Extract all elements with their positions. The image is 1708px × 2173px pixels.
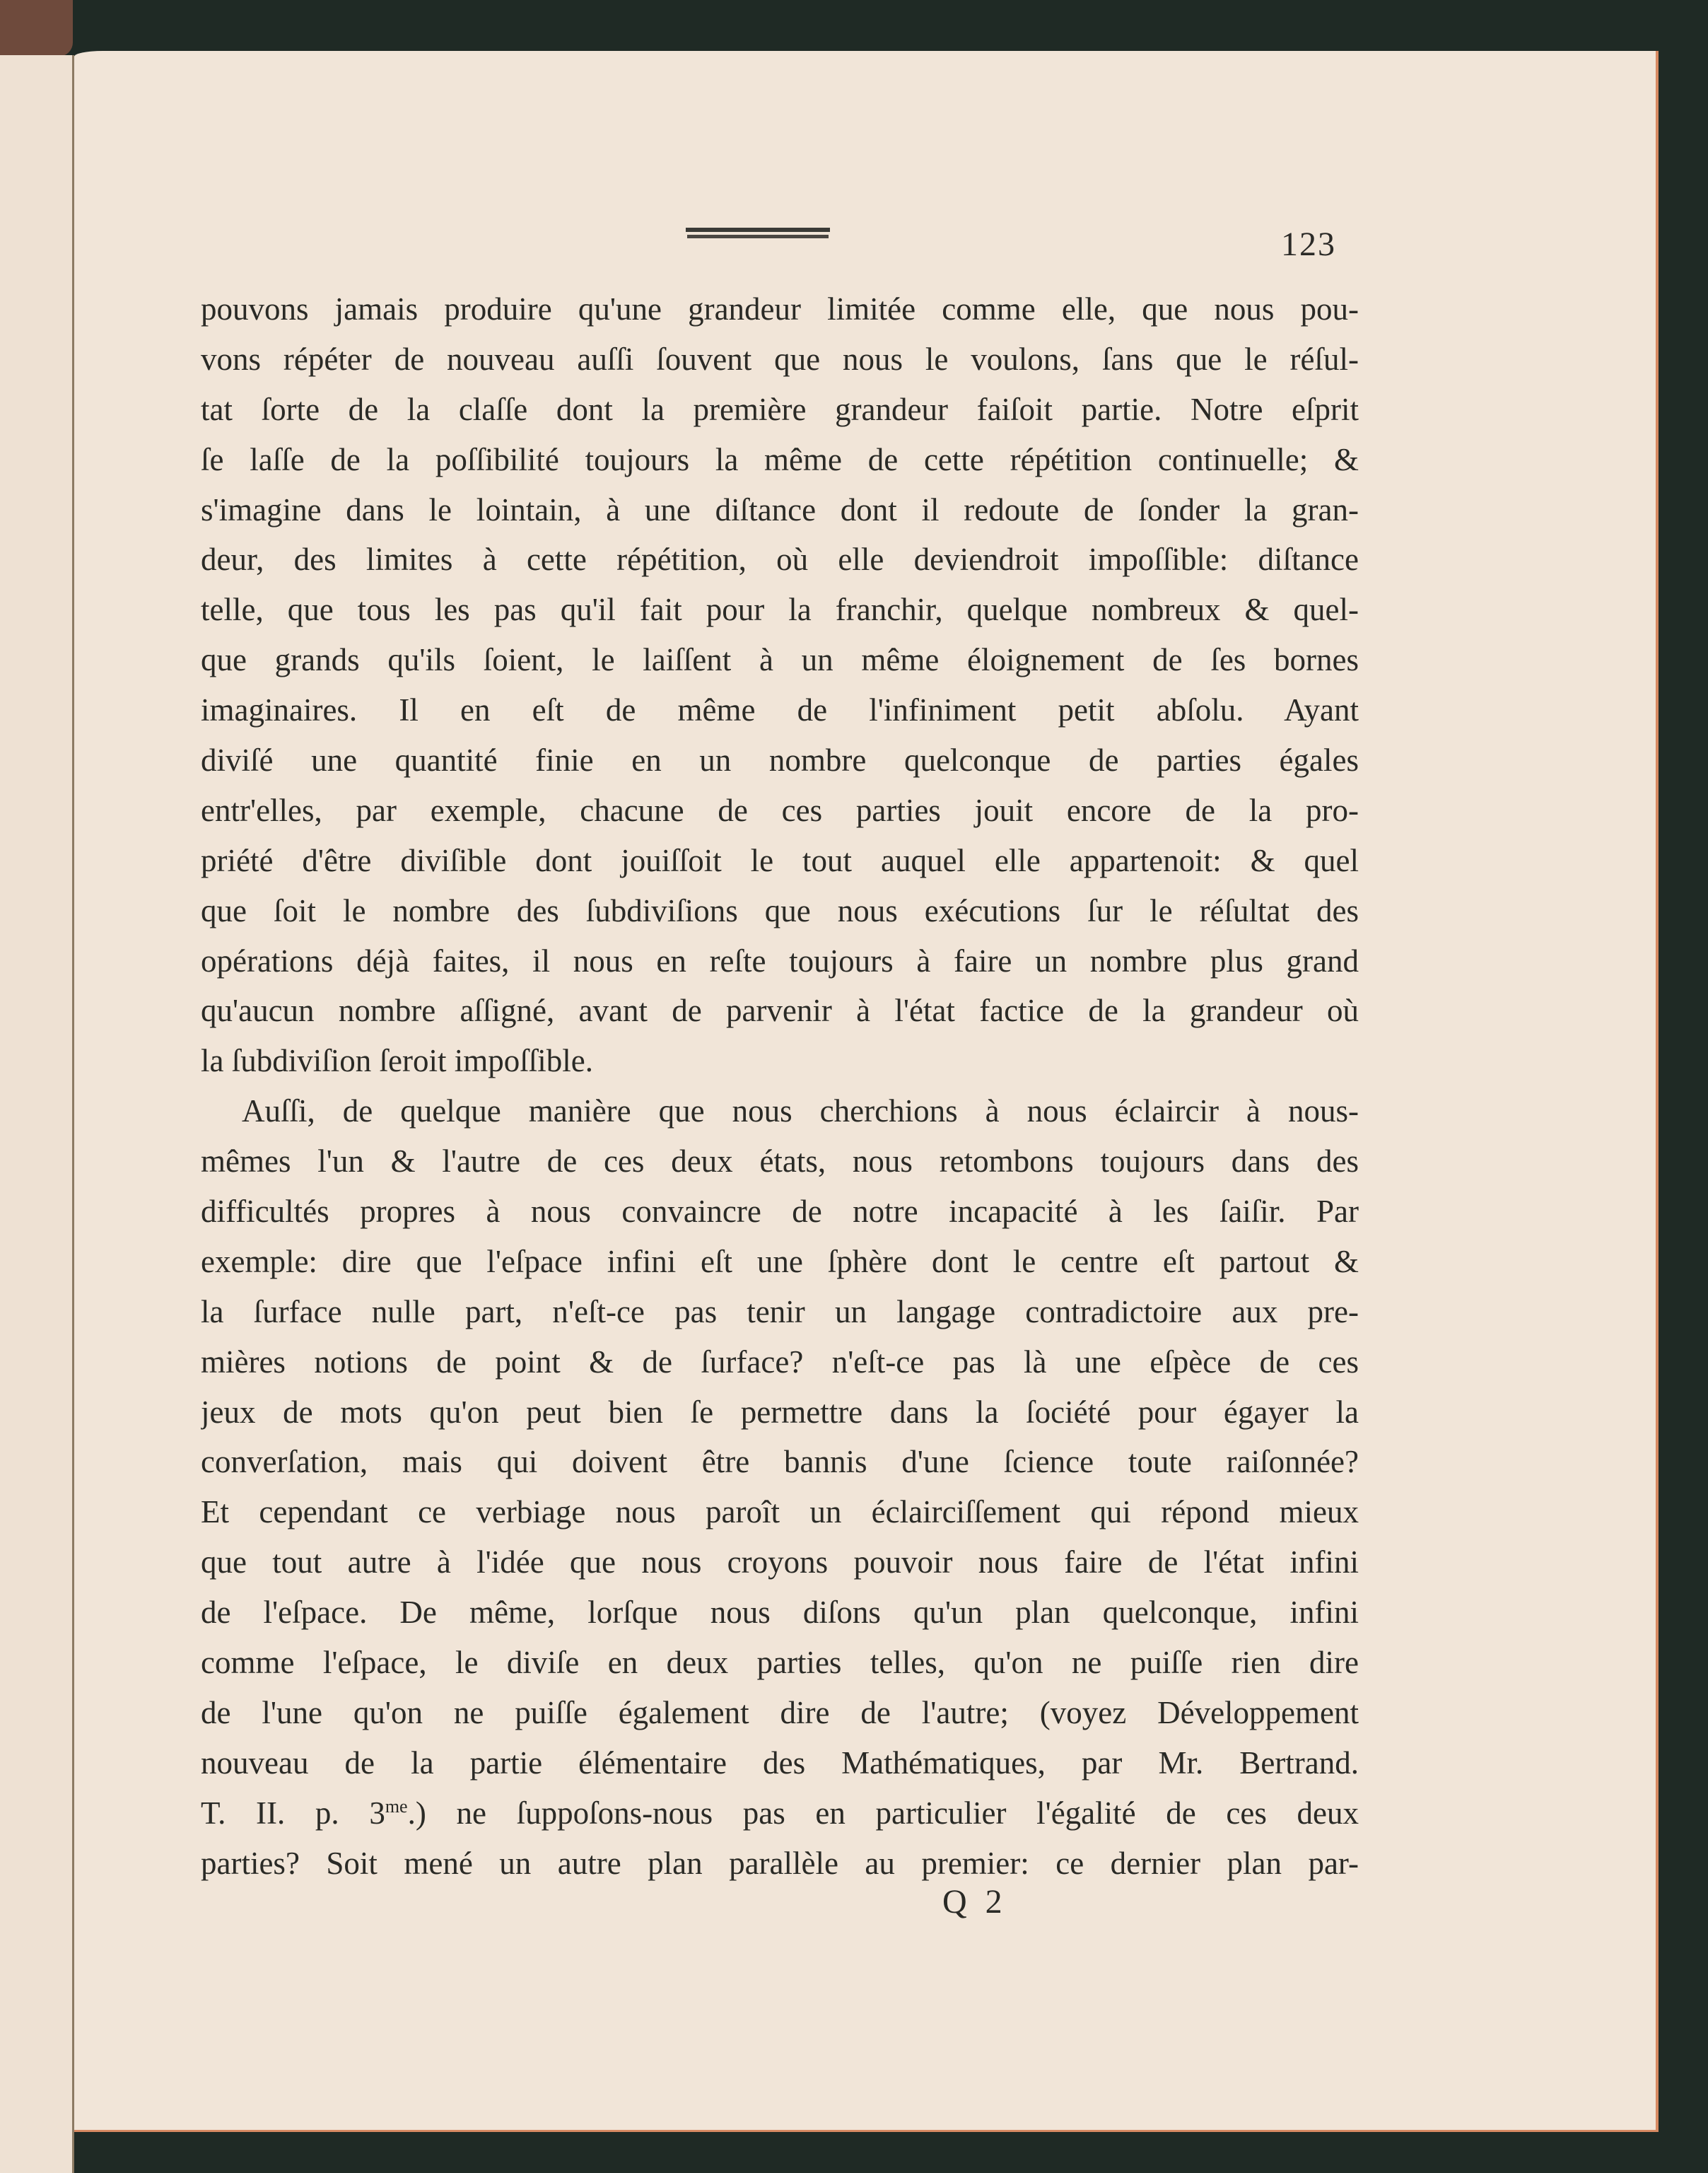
text-fragment: .) ne ſuppoſons-nous pas en particulier l'égalité de ces deux <box>407 1795 1359 1831</box>
text-line: priété d'être diviſible dont jouiſſoit le tout auquel elle appartenoit: & quel <box>201 842 1359 878</box>
page-number: 123 <box>1281 226 1336 263</box>
header-ornament-rule <box>686 228 830 234</box>
text-line: ſe laſſe de la poſſibilité toujours la même de cette répétition continuelle; & <box>201 441 1359 477</box>
text-line: telle, que tous les pas qu'il fait pour la franchir, quelque nombreux & quel- <box>201 592 1359 628</box>
text-line: de l'une qu'on ne puiſſe également dire de l'autre; (voyez Développement <box>201 1694 1359 1730</box>
text-line: opérations déjà faites, il nous en reſte toujours à faire un nombre plus grand <box>201 943 1359 979</box>
text-line: la ſurface nulle part, n'eſt-ce pas tenir un langage contradictoire aux pre- <box>201 1293 1359 1329</box>
text-line: deur, des limites à cette répétition, où elle deviendroit impoſſible: diſtance <box>201 542 1359 578</box>
text-line: vons répéter de nouveau auſſi ſouvent que nous le voulons, ſans que le réſul- <box>201 341 1359 377</box>
text-line: parties? Soit mené un autre plan parallèle au premier: ce dernier plan par- <box>201 1845 1359 1881</box>
superscript: me <box>385 1795 408 1817</box>
text-line: de l'eſpace. De même, lorſque nous diſons qu'un plan quelconque, infini <box>201 1595 1359 1631</box>
text-line: s'imagine dans le lointain, à une diſtance dont il redoute de ſonder la gran- <box>201 491 1359 528</box>
text-line: la ſubdiviſion ſeroit impoſſible. <box>201 1043 593 1079</box>
text-line: difficultés propres à nous convaincre de notre incapacité à les ſaiſir. Par <box>201 1194 1359 1230</box>
text-line: exemple: dire que l'eſpace infini eſt une ſphère dont le centre eſt partout & <box>201 1243 1359 1279</box>
text-line: diviſé une quantité finie en un nombre quelconque de parties égales <box>201 742 1359 779</box>
text-line: Auſſi, de quelque manière que nous cherchions à nous éclaircir à nous- <box>242 1093 1359 1129</box>
text-line-citation <box>201 1788 1359 1839</box>
facing-page-edge <box>0 55 74 2173</box>
text-line: converſation, mais qui doivent être bannis d'une ſcience toute raiſonnée? <box>201 1444 1359 1480</box>
text-line: imaginaires. Il en eſt de même de l'infiniment petit abſolu. Ayant <box>201 692 1359 728</box>
text-line: Et cependant ce verbiage nous paroît un éclairciſſement qui répond mieux <box>201 1494 1359 1530</box>
text-line: que tout autre à l'idée que nous croyons pouvoir nous faire de l'état infini <box>201 1544 1359 1580</box>
text-line: mêmes l'un & l'autre de ces deux états, nous retombons toujours dans des <box>201 1143 1359 1179</box>
text-line: pouvons jamais produire qu'une grandeur limitée comme elle, que nous pou- <box>201 291 1359 327</box>
text-line: entr'elles, par exemple, chacune de ces parties jouit encore de la pro- <box>201 792 1359 828</box>
citation-text: T. II. p. 3 <box>201 1795 385 1831</box>
signature-mark: Q 2 <box>942 1883 1002 1921</box>
text-line: nouveau de la partie élémentaire des Mathématiques, par Mr. Bertrand. <box>201 1744 1359 1781</box>
text-line: tat ſorte de la claſſe dont la première grandeur faiſoit partie. Notre eſprit <box>201 391 1359 427</box>
text-line: que grands qu'ils ſoient, le laiſſent à un même éloignement de ſes bornes <box>201 642 1359 678</box>
book-binding <box>0 0 73 57</box>
text-line: comme l'eſpace, le diviſe en deux parties telles, qu'on ne puiſſe rien dire <box>201 1645 1359 1681</box>
text-line: qu'aucun nombre aſſigné, avant de parvenir à l'état factice de la grandeur où <box>201 993 1359 1029</box>
text-line: jeux de mots qu'on peut bien ſe permettre dans la ſociété pour égayer la <box>201 1394 1359 1430</box>
text-line: que ſoit le nombre des ſubdiviſions que nous exécutions ſur le réſultat des <box>201 892 1359 928</box>
text-line: mières notions de point & de ſurface? n'eſt-ce pas là une eſpèce de ces <box>201 1344 1359 1380</box>
body-text <box>201 284 1359 1889</box>
